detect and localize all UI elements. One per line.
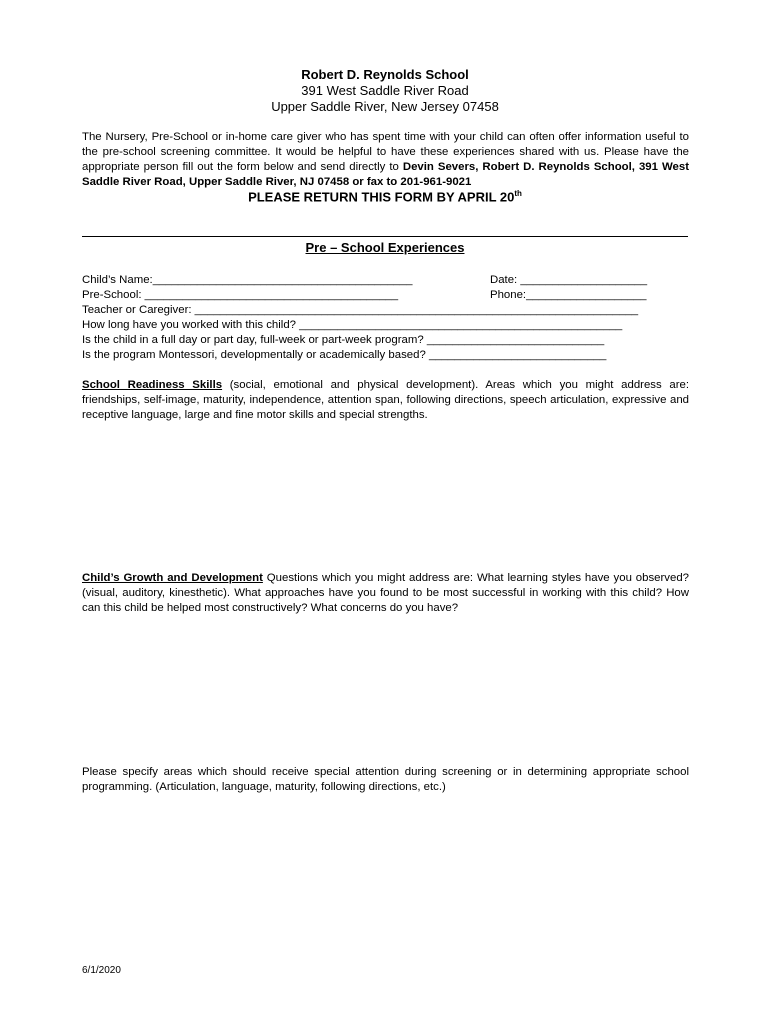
return-notice-text: PLEASE RETURN THIS FORM BY APRIL 20 (248, 189, 515, 205)
date-field[interactable]: Date: ____________________ (490, 274, 648, 286)
address-line-2: Upper Saddle River, New Jersey 07458 (271, 99, 499, 114)
field-row (82, 288, 688, 303)
growth-heading: Child’s Growth and Development (82, 572, 263, 584)
school-readiness-text: (social, emotional and physical development). Areas which you might address are: friendships, self-image, maturity, independence, attention span, following directions, speech articulation, expressive and receptive language, large and fine motor skills and special strengths. (82, 379, 689, 421)
intro-contact: Devin Severs, Robert D. Reynolds School, 391 West Saddle River Road, Upper Saddle River, NJ 07458 or fax to 201-961-9021 (82, 161, 689, 188)
preschool-field[interactable]: Pre-School: ________________________________________ (82, 289, 399, 301)
special-attention-text: Please specify areas which should receive special attention during screening or in determining appropriate school programming. (Articulation, language, maturity, following directions, etc.) (82, 766, 689, 793)
school-readiness-section (82, 378, 689, 423)
phone-field[interactable]: Phone:___________________ (490, 289, 647, 301)
school-name: Robert D. Reynolds School (301, 67, 469, 82)
how-long-field[interactable]: How long have you worked with this child? ___________________________________________________ (82, 319, 623, 331)
school-readiness-heading: School Readiness Skills (82, 379, 223, 391)
childs-name-field[interactable]: Child’s Name:_________________________________________ (82, 274, 413, 286)
section-title: Pre – School Experiences (305, 240, 465, 255)
intro-paragraph (82, 130, 689, 190)
form-fields (82, 273, 688, 363)
footer-date: 6/1/2020 (82, 965, 121, 976)
divider (82, 236, 688, 237)
growth-section (82, 571, 689, 616)
special-attention-section (82, 765, 689, 795)
growth-text: Questions which you might address are: What learning styles have you observed? (visual, auditory, kinesthetic). What approaches have you found to be most successful in working with this child? How can this child be helped most constructively? What concerns do you have? (82, 572, 689, 614)
teacher-field[interactable]: Teacher or Caregiver: ______________________________________________________________________ (82, 304, 639, 316)
program-type-field[interactable]: Is the program Montessori, developmentally or academically based? ____________________________ (82, 349, 607, 361)
return-notice-sup: th (514, 189, 522, 198)
field-row (82, 273, 688, 288)
intro-text: The Nursery, Pre-School or in-home care giver who has spent time with your child can often offer information useful to the pre-school screening committee. It would be helpful to have these experiences shared with us. Please have the appropriate person fill out the form below and send directly to (82, 131, 689, 173)
return-notice (82, 189, 688, 204)
letterhead (82, 67, 688, 115)
address-line-1: 391 West Saddle River Road (301, 83, 469, 98)
program-schedule-field[interactable]: Is the child in a full day or part day, full-week or part-week program? ____________________________ (82, 334, 605, 346)
